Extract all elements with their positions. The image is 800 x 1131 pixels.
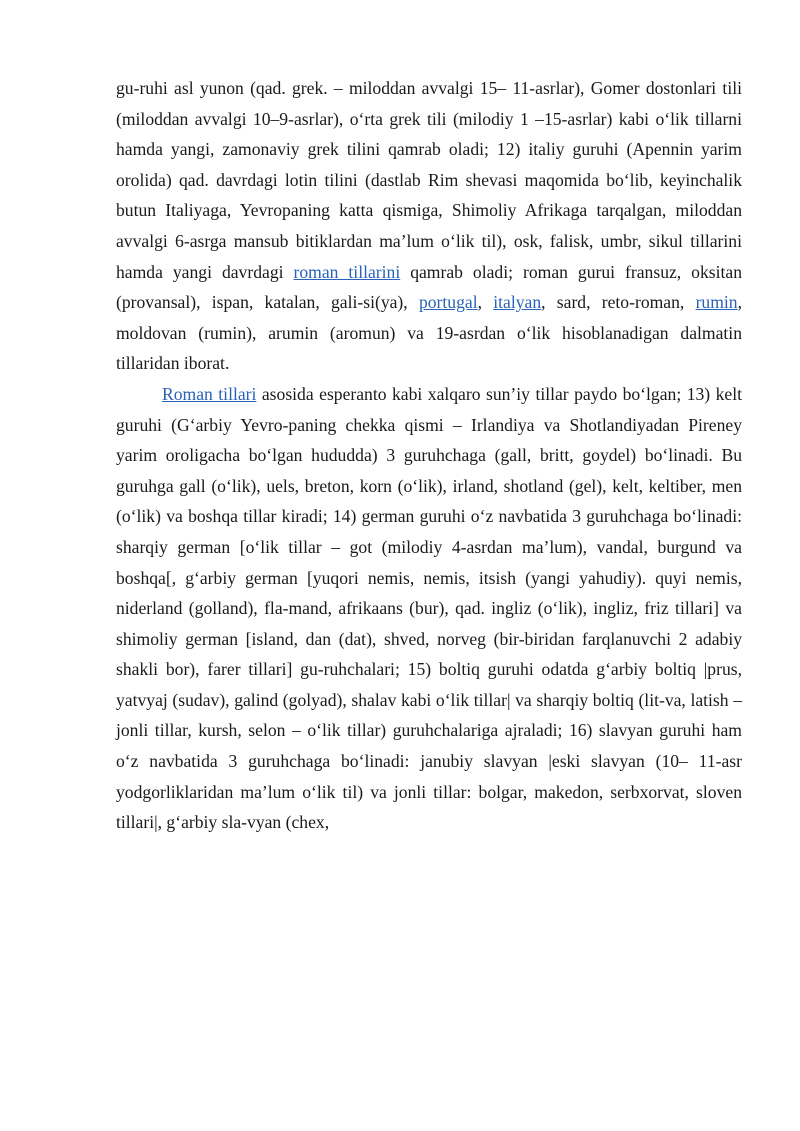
- link-rumin[interactable]: rumin: [695, 292, 738, 313]
- text-run: qamrab oladi; roman gurui fransuz, oksitan (provansal), ispan, katalan, gali-si(ya),: [116, 261, 743, 313]
- text-run: , moldovan (rumin), arumin (aromun) va 19-asrdan o‘lik hisoblanadigan dalmatin tillaridan iborat.: [116, 292, 742, 374]
- text-run: , sard, reto-roman,: [541, 292, 696, 313]
- document-page: [116, 73, 742, 838]
- paragraph-2: [116, 379, 742, 838]
- link-roman-tillarini[interactable]: roman tillarini: [293, 261, 401, 282]
- text-run: ,: [477, 292, 494, 313]
- link-roman-tillari[interactable]: Roman tillari: [162, 383, 257, 404]
- link-portugal[interactable]: portugal: [418, 292, 478, 313]
- text-run: asosida esperanto kabi xalqaro sun’iy tillar paydo bo‘lgan; 13) kelt guruhi (G‘arbiy Yevro-paning chekka qismi – Irlandiya va Shotlandiyadan Pireney yarim oroligacha bo‘lgan hududda) 3 guruhchaga (gall, britt, goydel) bo‘linadi. Bu guruhga gall (o‘lik), uels, breton, korn (o‘lik), irland, shotland (gel), kelt, keltiber, men (o‘lik) va boshqa tillar kiradi; 14) german guruhi o‘z navbatida 3 guruhchaga bo‘linadi: sharqiy german [o‘lik tillar – got (milodiy 4-asrdan ma’lum), vandal, burgund va boshqa[, g‘arbiy german [yuqori nemis, nemis, itsish (yangi yahudiy). quyi nemis, niderland (golland), fla-mand, afrikaans (bur), qad. ingliz (o‘lik), ingliz, friz tillari] va shimoliy german [island, dan (dat), shved, norveg (bir-biridan farqlanuvchi 2 adabiy shakli bor), farer tillari] gu-ruhchalari; 15) boltiq guruhi odatda g‘arbiy boltiq |prus, yatvyaj (sudav), galind (golyad), shalav kabi o‘lik tillar| va sharqiy boltiq (lit-va, latish – jonli tillar, kursh, selon – o‘lik tillar) guruhchalariga ajraladi; 16) slavyan guruhi ham o‘z navbatida 3 guruhchaga bo‘linadi: janubiy slavyan |eski slavyan (10– 11-asr yodgorliklaridan ma’lum o‘lik til) va jonli tillar: bolgar, makedon, serbxorvat, sloven tillari|, g‘arbiy sla-vyan (chex,: [116, 383, 742, 833]
- paragraph-1: [116, 73, 742, 379]
- text-run: gu-ruhi asl yunon (qad. grek. – miloddan avvalgi 15– 11-asrlar), Gomer dostonlari tili (miloddan avvalgi 10–9-asrlar), o‘rta grek tili (milodiy 1 –15-asrlar) kabi o‘lik tillarni hamda yangi, zamonaviy grek tilini qamrab oladi; 12) italiy guruhi (Apennin yarim orolida) qad. davrdagi lotin tilini (dastlab Rim shevasi maqomida bo‘lib, keyinchalik butun Italiyaga, Yevropaning katta qismiga, Shimoliy Afrikaga tarqalgan, miloddan avvalgi 6-asrga mansub bitiklardan ma’lum o‘lik til), osk, falisk, umbr, sikul tillarini hamda yangi davrdagi: [116, 78, 742, 282]
- link-italyan[interactable]: italyan: [493, 292, 542, 313]
